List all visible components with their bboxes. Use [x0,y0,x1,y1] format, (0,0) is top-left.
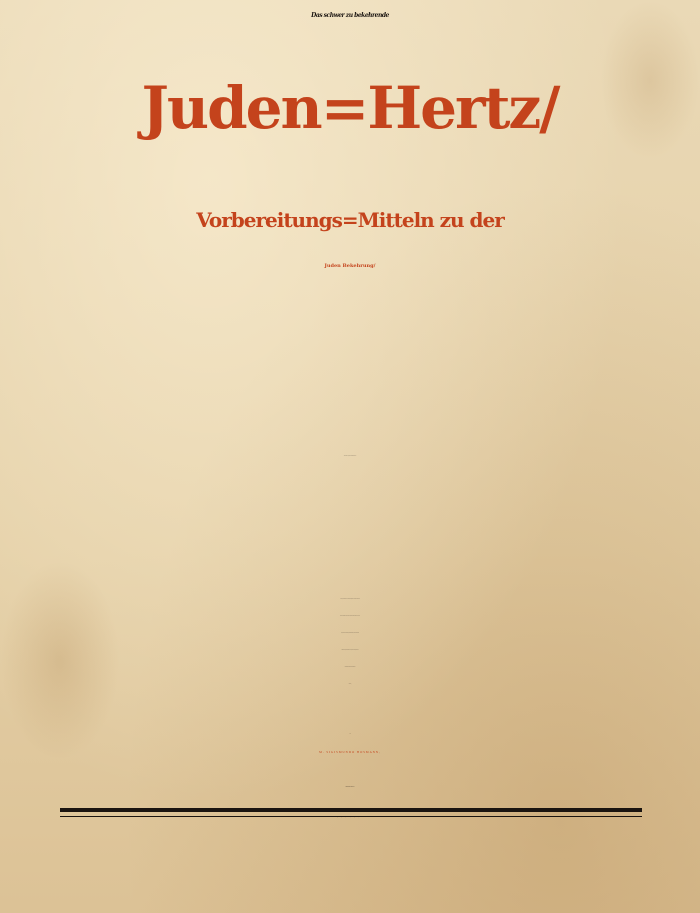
title-line-1: Das schwer zu bekehrende [311,12,389,19]
divider-rule-thin [60,816,642,817]
author-name: M. SIGISMUNDO HOSMANN, [319,750,381,754]
paper-stain [0,560,120,760]
title-line-4: Vorbereitungs=Mitteln zu der [196,208,504,232]
main-title: Juden=Hertz/ [141,74,559,142]
title-line-5: Juden Bekehrung/ [324,263,376,269]
divider-rule [60,808,642,812]
